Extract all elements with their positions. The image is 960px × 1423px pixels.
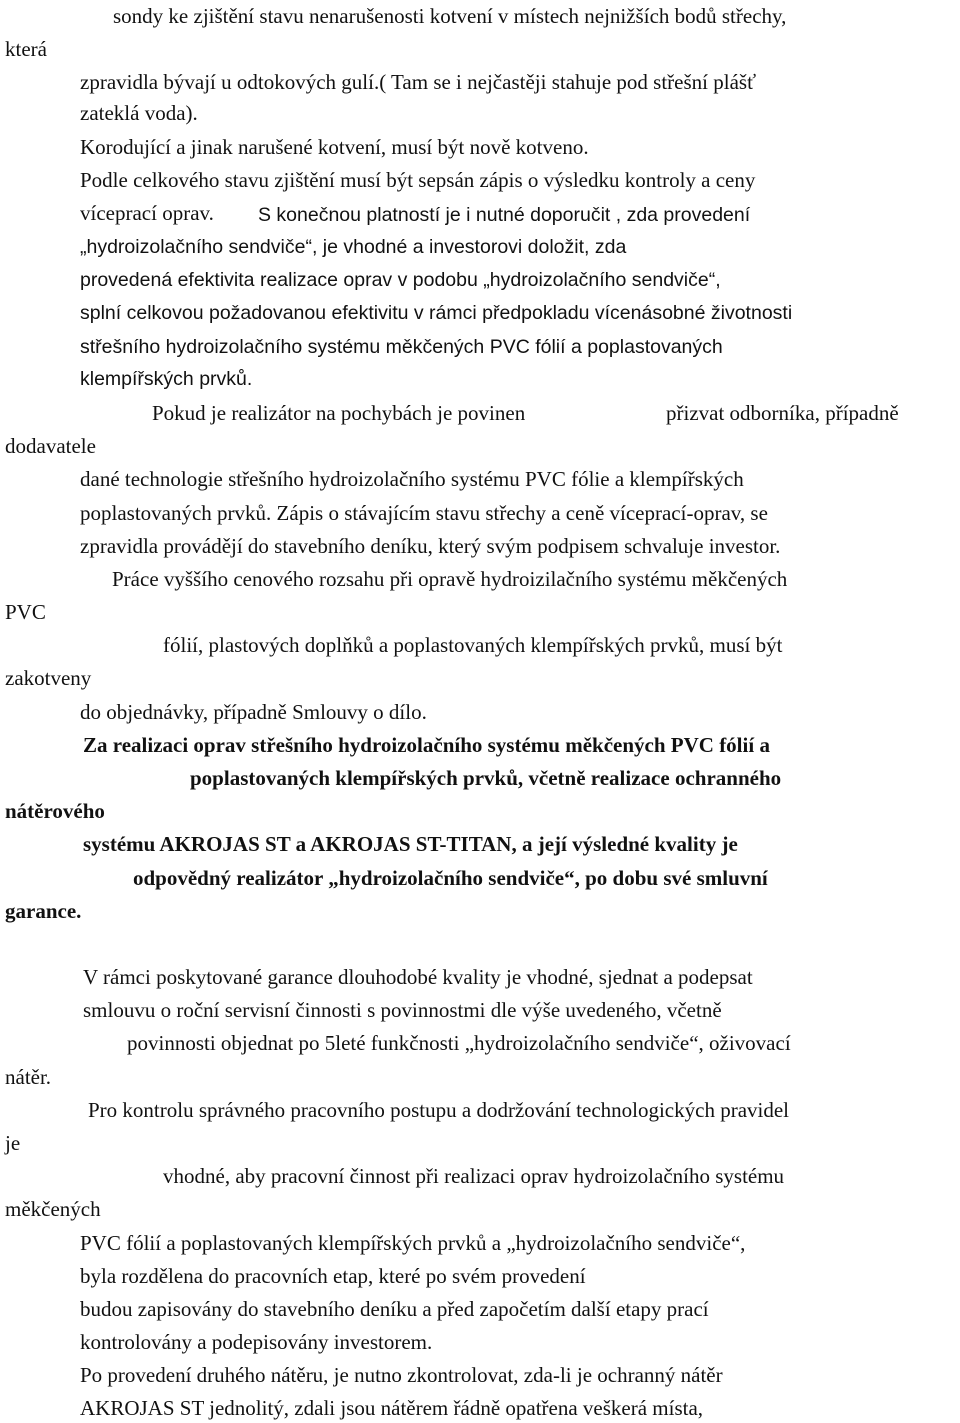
text-line: povinnosti objednat po 5leté funkčnosti „hydroizolačního sendviče“, oživovací (127, 1031, 791, 1055)
text-line: smlouvu o roční servisní činnosti s povinnostmi dle výše uvedeného, včetně (83, 998, 722, 1022)
text-line: dané technologie střešního hydroizolačního systému PVC fólie a klempířských (80, 467, 744, 491)
text-line: která (5, 37, 47, 61)
text-line: Korodující a jinak narušené kotvení, musí být nově kotveno. (80, 135, 589, 159)
text-line: PVC fólií a poplastovaných klempířských prvků a „hydroizolačního sendviče“, (80, 1231, 746, 1255)
text-line: fólií, plastových doplňků a poplastovaných klempířských prvků, musí být (163, 633, 783, 657)
text-line: budou zapisovány do stavebního deníku a před započetím další etapy prací (80, 1297, 709, 1321)
text-line: splní celkovou požadovanou efektivitu v rámci předpokladu vícenásobné životnosti (80, 302, 793, 324)
text-line: nátěr. (5, 1065, 52, 1089)
text-line: AKROJAS ST jednolitý, zdali jsou nátěrem řádně opatřena veškerá místa, (80, 1396, 704, 1420)
text-line: kontrolovány a podepisovány investorem. (80, 1330, 433, 1354)
text-line: měkčených (5, 1197, 101, 1221)
text-line: sondy ke zjištění stavu nenarušenosti kotvení v místech nejnižších bodů střechy, (113, 4, 787, 28)
text-line: provedená efektivita realizace oprav v podobu „hydroizolačního sendviče“, (80, 269, 721, 291)
text-line: odpovědný realizátor „hydroizolačního sendviče“, po dobu své smluvní (133, 866, 768, 890)
text-line: Pokud je realizátor na pochybách je povinen (152, 401, 526, 425)
text-line: zpravidla bývají u odtokových gulí.( Tam se i nejčastěji stahuje pod střešní plášť (80, 70, 757, 94)
text-line: poplastovaných klempířských prvků, včetně realizace ochranného (190, 766, 782, 790)
text-line: Za realizaci oprav střešního hydroizolačního systému měkčených PVC fólií a (83, 733, 770, 757)
text-line: garance. (5, 899, 82, 923)
text-line: klempířských prvků. (80, 368, 253, 390)
text-line: Podle celkového stavu zjištění musí být sepsán zápis o výsledku kontroly a ceny (80, 168, 756, 192)
text-line: zpravidla provádějí do stavebního deníku, který svým podpisem schvaluje investor. (80, 534, 781, 558)
text-line: do objednávky, případně Smlouvy o dílo. (80, 700, 427, 724)
text-line: je (5, 1131, 21, 1155)
text-line: víceprací oprav. (80, 201, 214, 225)
text-line: systému AKROJAS ST a AKROJAS ST-TITAN, a její výsledné kvality je (83, 832, 738, 856)
text-line: V rámci poskytované garance dlouhodobé kvality je vhodné, sjednat a podepsat (83, 965, 753, 989)
text-line: dodavatele (5, 434, 96, 458)
text-line: Po provedení druhého nátěru, je nutno zkontrolovat, zda-li je ochranný nátěr (80, 1363, 723, 1387)
text-line: nátěrového (5, 799, 105, 823)
text-line: zakotveny (5, 666, 92, 690)
text-line: vhodné, aby pracovní činnost při realizaci oprav hydroizolačního systému (163, 1164, 785, 1188)
text-line: „hydroizolačního sendviče“, je vhodné a investorovi doložit, zda (80, 236, 627, 258)
text-line: byla rozdělena do pracovních etap, které po svém provedení (80, 1264, 586, 1288)
text-line: zateklá voda). (80, 101, 198, 125)
text-line: Práce vyššího cenového rozsahu při opravě hydroizilačního systému měkčených (112, 567, 788, 591)
text-line: PVC (5, 600, 46, 624)
text-line: S konečnou platností je i nutné doporučit , zda provedení (258, 204, 751, 226)
text-line: přizvat odborníka, případně (666, 401, 899, 425)
text-line: střešního hydroizolačního systému měkčených PVC fólií a poplastovaných (80, 336, 723, 358)
text-line: Pro kontrolu správného pracovního postupu a dodržování technologických pravidel (88, 1098, 789, 1122)
text-line: poplastovaných prvků. Zápis o stávajícím stavu střechy a ceně víceprací-oprav, se (80, 501, 768, 525)
